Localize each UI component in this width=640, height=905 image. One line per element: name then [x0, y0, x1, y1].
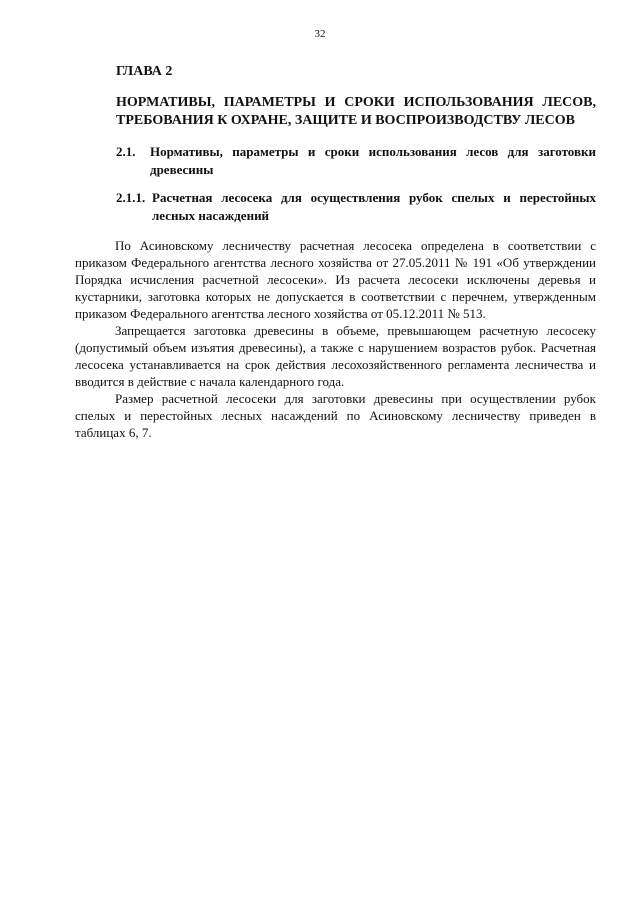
chapter-title [116, 94, 596, 130]
paragraph-2: Запрещается заготовка древесины в объеме, превышающем расчетную лесосеку (допустимый объем изъятия древесины), а также с нарушением возрастов рубок. Расчетная лесосека устанавливается на срок действия лесохозяйственного регламента лесничества и вводится в действие с начала календарного года. [75, 323, 596, 389]
section-2-1-number: 2.1. [116, 144, 136, 159]
chapter-title-line-1: НОРМАТИВЫ, ПАРАМЕТРЫ И СРОКИ ИСПОЛЬЗОВАНИЯ ЛЕСОВ, [116, 95, 596, 110]
paragraph-3: Размер расчетной лесосеки для заготовки древесины при осуществлении рубок спелых и перестойных лесных насаждений по Асиновскому лесничеству приведен в таблицах 6, 7. [75, 391, 596, 440]
chapter-heading: ГЛАВА 2 [116, 64, 173, 79]
section-2-1-1-heading [116, 189, 596, 225]
section-2-1-1-number: 2.1.1. [116, 190, 146, 205]
section-2-1-1-title: Расчетная лесосека для осуществления рубок спелых и перестойных лесных насаждений [152, 190, 596, 223]
paragraph-1: По Асиновскому лесничеству расчетная лесосека определена в соответствии с приказом Федерального агентства лесного хозяйства от 27.05.2011 № 191 «Об утверждении Порядка исчисления расчетной лесосеки». Из расчета лесосеки исключены деревья и кустарники, заготовка которых не допускается в соответствии с перечнем, утвержденным приказом Федерального агентства лесного хозяйства от 05.12.2011 № 513. [75, 238, 596, 321]
chapter-title-line-2: ТРЕБОВАНИЯ К ОХРАНЕ, ЗАЩИТЕ И ВОСПРОИЗВОДСТВУ ЛЕСОВ [116, 113, 575, 128]
body-text [75, 237, 596, 441]
page-number: 32 [314, 28, 326, 40]
section-2-1-heading [116, 143, 596, 179]
section-2-1-title: Нормативы, параметры и сроки использования лесов для заготовки древесины [150, 144, 596, 177]
